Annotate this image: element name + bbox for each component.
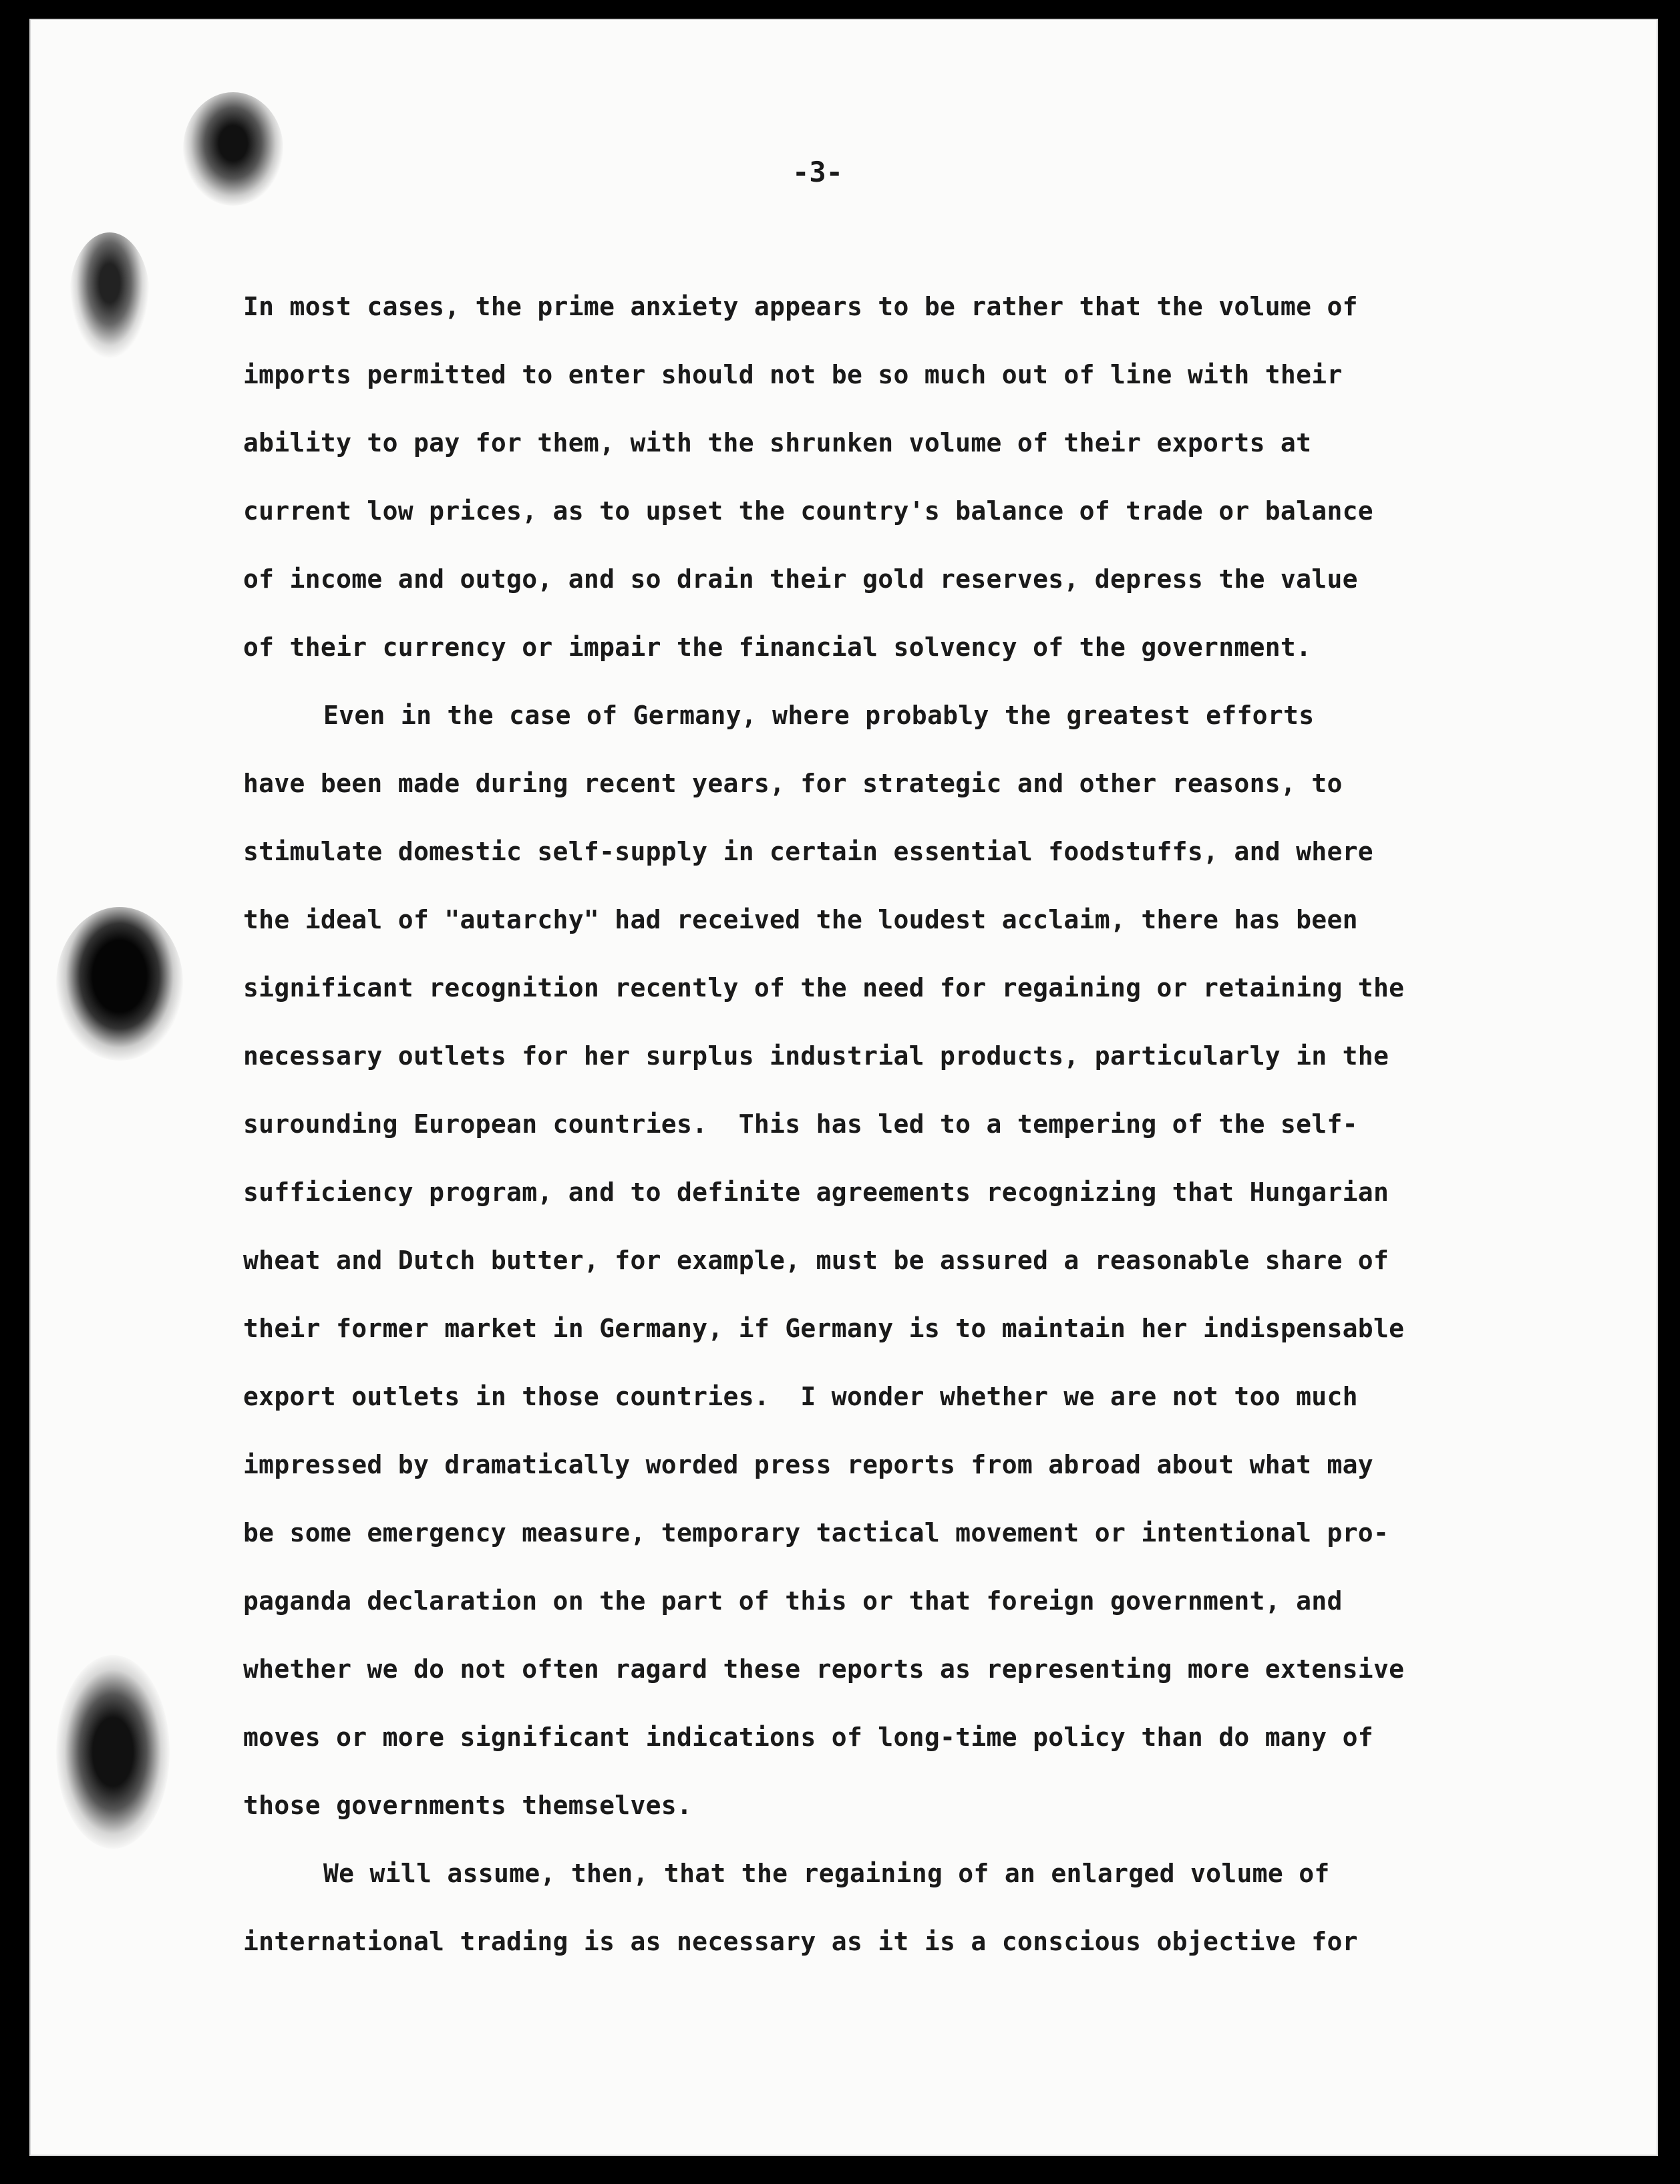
- text-line: wheat and Dutch butter, for example, must be assured a reasonable share of: [243, 1246, 1389, 1275]
- text-line: impressed by dramatically worded press reports from abroad about what may: [243, 1450, 1373, 1479]
- text-line: of income and outgo, and so drain their gold reserves, depress the value: [243, 564, 1358, 594]
- document-page: [29, 19, 1658, 2156]
- page-number: -3-: [792, 156, 843, 188]
- text-line: the ideal of "autarchy" had received the loudest acclaim, there has been: [243, 905, 1358, 934]
- text-line: In most cases, the prime anxiety appears to be rather that the volume of: [243, 292, 1358, 321]
- text-line: ability to pay for them, with the shrunken volume of their exports at: [243, 428, 1312, 458]
- text-line: those governments themselves.: [243, 1791, 693, 1820]
- ink-blot: [69, 232, 150, 359]
- text-line: be some emergency measure, temporary tactical movement or intentional pro-: [243, 1518, 1389, 1548]
- text-line: whether we do not often ragard these reports as representing more extensive: [243, 1654, 1405, 1684]
- text-line: have been made during recent years, for strategic and other reasons, to: [243, 769, 1343, 798]
- text-line: imports permitted to enter should not be so much out of line with their: [243, 360, 1343, 389]
- text-line: paganda declaration on the part of this or that foreign government, and: [243, 1586, 1343, 1616]
- text-line: significant recognition recently of the need for regaining or retaining the: [243, 973, 1405, 1003]
- text-line: current low prices, as to upset the country's balance of trade or balance: [243, 496, 1373, 526]
- text-line: We will assume, then, that the regaining of an enlarged volume of: [323, 1859, 1330, 1888]
- ink-blot: [56, 907, 183, 1061]
- ink-blot: [56, 1655, 170, 1849]
- text-line: sufficiency program, and to definite agreements recognizing that Hungarian: [243, 1177, 1389, 1207]
- ink-blot: [183, 92, 283, 206]
- text-line: their former market in Germany, if Germany is to maintain her indispensable: [243, 1314, 1405, 1343]
- text-line: export outlets in those countries. I wonder whether we are not too much: [243, 1382, 1358, 1411]
- text-line: of their currency or impair the financial solvency of the government.: [243, 632, 1312, 662]
- text-line: surounding European countries. This has led to a tempering of the self-: [243, 1109, 1358, 1139]
- text-line: necessary outlets for her surplus industrial products, particularly in the: [243, 1041, 1389, 1071]
- text-line: international trading is as necessary as it is a conscious objective for: [243, 1927, 1358, 1956]
- text-line: moves or more significant indications of long-time policy than do many of: [243, 1722, 1373, 1752]
- text-line: Even in the case of Germany, where probably the greatest efforts: [323, 701, 1315, 730]
- text-line: stimulate domestic self-supply in certain essential foodstuffs, and where: [243, 837, 1373, 866]
